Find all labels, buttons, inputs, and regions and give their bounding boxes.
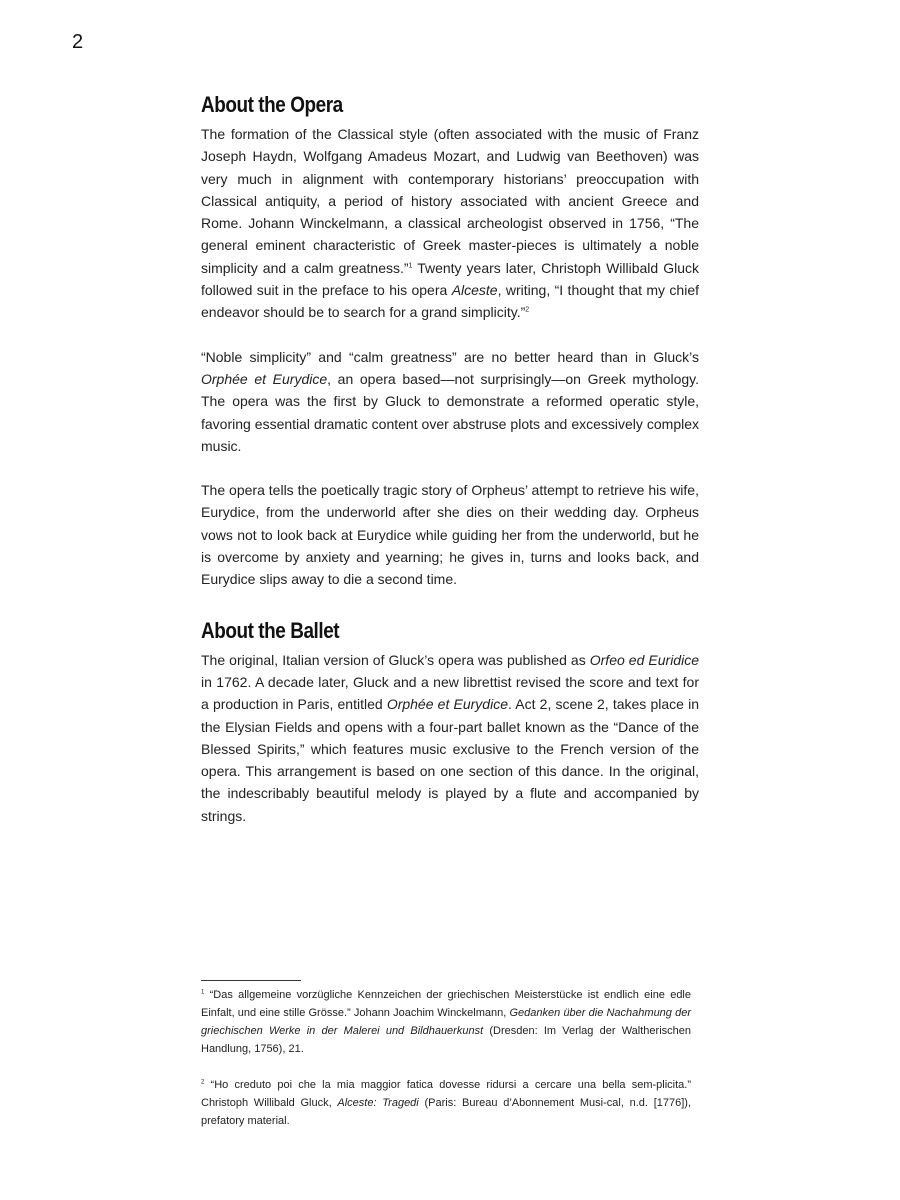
- opera-paragraph-3: The opera tells the poetically tragic story of Orpheus’ attempt to retrieve his wife, Eurydice, from the underworld after she dies on their wedding day. Orpheus vows not to look back at Eurydice while guiding her from the underworld, but he is overcome by anxiety and yearning; he gives in, turns and looks back, and Eurydice slips away to die a second time.: [201, 482, 699, 588]
- text-run: in 1762. A decade later, Gluck and a new librettist revised the score and text for a production in Paris, entitled: [201, 673, 699, 713]
- footnote-1: [201, 986, 691, 1058]
- text-run: , writing, “I thought that my chief endeavor should be to search for a grand simplicity.”: [201, 282, 700, 321]
- title-orphee: Orphée et Eurydice: [201, 370, 328, 387]
- footnote-divider: [201, 980, 301, 981]
- title-orphee: Orphée et Eurydice: [386, 696, 508, 713]
- heading-about-ballet: About the Ballet: [201, 617, 340, 643]
- main-content: [201, 91, 699, 827]
- title-alceste-tragedi: Alceste: Tragedi: [337, 1097, 419, 1109]
- text-run: , an opera based—not surprisingly—on Greek mythology. The opera was the first by Gluck to demonstrate a reformed operatic style, favoring essential dramatic content over abstruse plots and excessively complex music.: [201, 370, 699, 454]
- footnote-ref-2[interactable]: 2: [525, 306, 530, 314]
- text-run: “Das allgemeine vorzügliche Kennzeichen der griechischen Meisterstücke ist endlich eine edle Einfalt, und eine stille Grösse.” Johann Joachim Winckelmann,: [201, 989, 691, 1019]
- text-run: (Dresden: Im Verlag der Waltherischen Handlung, 1756), 21.: [201, 1025, 691, 1055]
- footnote-ref-1[interactable]: 1: [408, 262, 413, 270]
- ballet-paragraph-1: [201, 649, 699, 827]
- title-gedanken: Gedanken über die Nachahmung der griechischen Werke in der Malerei und Bildhauerkunst: [201, 1007, 691, 1037]
- text-run: “Ho creduto poi che la mia maggior fatica dovesse ridursi a cercare una bella sem-plicita.” Christoph Willibald Gluck,: [201, 1079, 691, 1109]
- page-number: 2: [72, 31, 84, 53]
- text-run: Twenty years later, Christoph Willibald Gluck followed suit in the preface to his opera: [201, 259, 699, 299]
- footnote-2: [201, 1076, 691, 1130]
- opera-paragraph-2: [201, 346, 699, 457]
- heading-about-opera: About the Opera: [201, 92, 343, 117]
- text-run: The original, Italian version of Gluck’s opera was published as: [201, 651, 590, 668]
- title-alceste: Alceste: [451, 282, 498, 299]
- text-run: The formation of the Classical style (often associated with the music of Franz Joseph Haydn, Wolfgang Amadeus Mozart, and Ludwig van Beethoven) was very much in alignment with contemporary historians’ preoccupation with Classical antiquity, a period of history associated with ancient Greece and Rome. Johann Winckelmann, a classical archeologist observed in 1756, “The general eminent characteristic of Greek master-pieces is ultimately a noble simplicity and a calm greatness.”: [201, 126, 699, 276]
- footnotes: [201, 986, 691, 1130]
- opera-paragraph-1: [201, 123, 699, 324]
- footnote-marker-1: 1: [201, 989, 205, 996]
- title-orfeo: Orfeo ed Euridice: [589, 651, 699, 668]
- footnote-marker-2: 2: [201, 1079, 205, 1086]
- text-run: “Noble simplicity” and “calm greatness” are no better heard than in Gluck’s: [201, 348, 699, 365]
- text-run: . Act 2, scene 2, takes place in the Elysian Fields and opens with a four-part ballet known as the “Dance of the Blessed Spirits,” which features music exclusive to the French version of the opera. This arrangement is based on one section of this dance. In the original, the indescribably beautiful melody is played by a flute and accompanied by strings.: [201, 696, 700, 824]
- text-run: (Paris: Bureau d’Abonnement Musi-cal, n.d. [1776]), prefatory material.: [201, 1097, 691, 1127]
